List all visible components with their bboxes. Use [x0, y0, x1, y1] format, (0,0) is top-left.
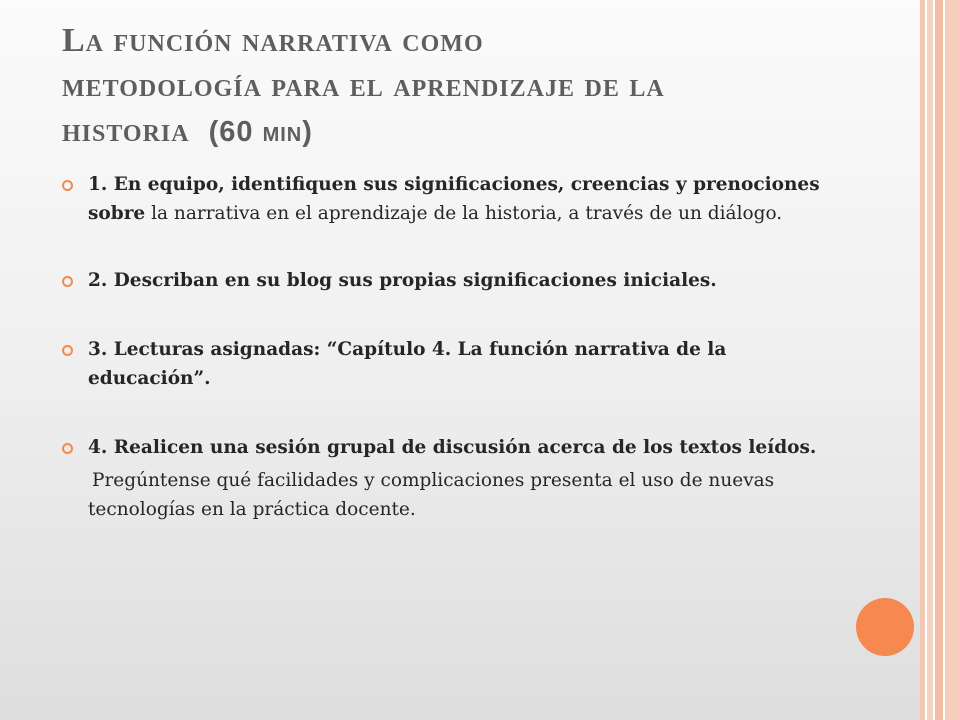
item-1-normal: la narrativa en el aprendizaje de la historia, a través de un diálogo.: [145, 203, 783, 224]
title-line-2: metodología para el aprendizaje de la: [62, 67, 665, 104]
list-item: [62, 266, 832, 295]
title-duration-open: (60: [208, 116, 263, 148]
decorative-circle: [856, 598, 914, 656]
item-4-note: [62, 466, 832, 524]
item-1-bold: 1. En equipo, identifiquen sus significaciones, creencias y prenociones sobre: [88, 174, 820, 224]
item-2-bold: 2. Describan en su blog sus propias significaciones iniciales.: [88, 270, 717, 291]
slide-content: [62, 170, 832, 524]
list-item: [62, 433, 832, 462]
title-line-3: historia: [62, 112, 190, 149]
title-line-1: La función narrativa como: [62, 22, 484, 59]
title-duration-close: ): [302, 116, 313, 148]
bullet-icon: [62, 345, 73, 356]
bullet-icon: [62, 276, 73, 287]
item-4-note-text: Pregúntense qué facilidades y complicaciones presenta el uso de nuevas tecnologías en la práctica docente.: [88, 470, 775, 520]
item-4-bold: 4. Realicen una sesión grupal de discusión acerca de los textos leídos.: [88, 437, 817, 458]
title-duration-unit: min: [262, 116, 303, 148]
list-item: [62, 170, 832, 228]
title-duration: [209, 116, 313, 148]
list-item: [62, 335, 832, 393]
item-3-bold: 3. Lecturas asignadas: “Capítulo 4. La función narrativa de la educación”.: [88, 339, 727, 389]
bullet-icon: [62, 180, 73, 191]
slide-title: [62, 18, 862, 155]
decorative-stripes: [920, 0, 960, 720]
bullet-icon: [62, 443, 73, 454]
